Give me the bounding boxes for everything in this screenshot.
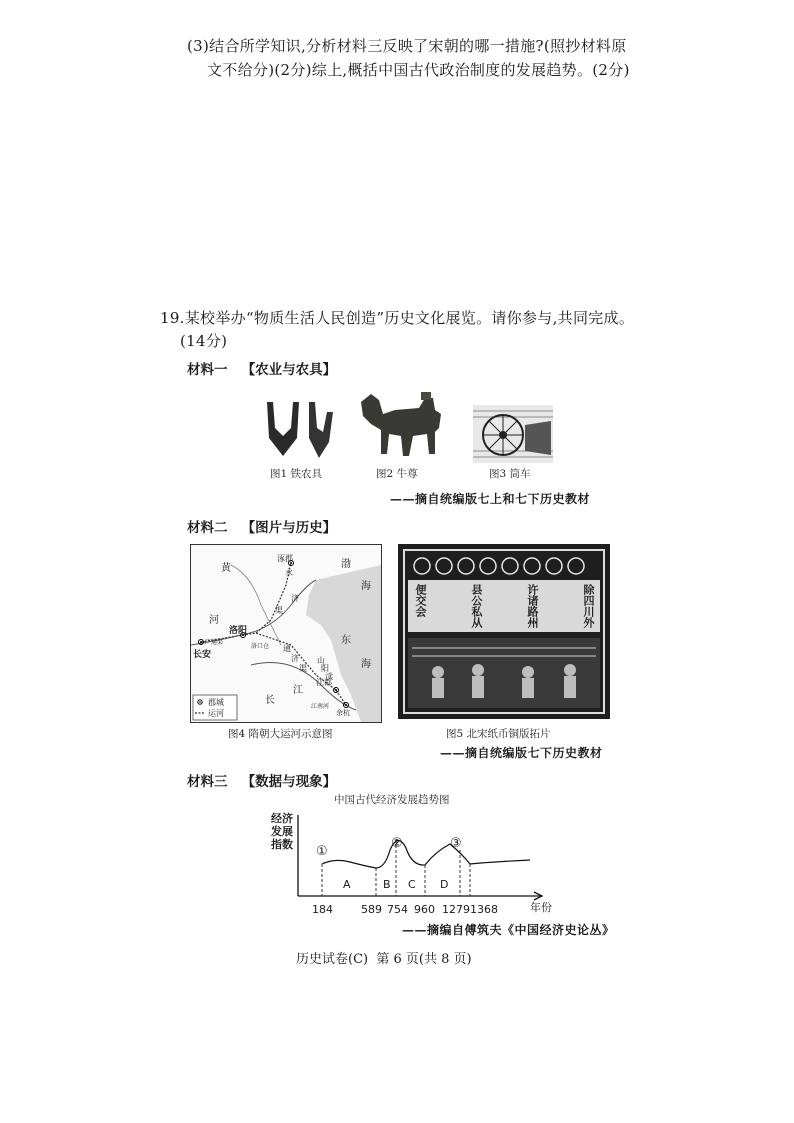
material3-label: 材料三 【数据与现象】 bbox=[187, 774, 337, 790]
caption-fig3: 图3 筒车 bbox=[489, 468, 531, 480]
economy-trend-chart bbox=[290, 810, 560, 915]
chart-xtick-184: 184 bbox=[312, 903, 333, 916]
map-label-jiang: 江 bbox=[293, 685, 303, 696]
q19-line2: (14分) bbox=[180, 332, 228, 350]
map-label-yang: 阳 bbox=[321, 664, 329, 673]
q18-3-line2: 文不给分)(2分)综上,概括中国古代政治制度的发展趋势。(2分) bbox=[207, 61, 630, 79]
map-label-huang: 黄 bbox=[221, 563, 231, 574]
caption-fig4: 图4 隋朝大运河示意图 bbox=[228, 728, 333, 740]
material2-label: 材料二 【图片与历史】 bbox=[187, 520, 337, 536]
q19-line1: 19.某校举办“物质生活人民创造”历史文化展览。请你参与,共同完成。 bbox=[160, 309, 635, 327]
material2-source: ——摘自统编版七下历史教材 bbox=[440, 746, 603, 760]
map-label-zhuojun: 涿郡 bbox=[277, 554, 293, 563]
caption-fig2: 图2 牛尊 bbox=[376, 468, 418, 480]
caption-fig5: 图5 北宋纸币铜版拓片 bbox=[446, 728, 551, 740]
chart-trend-line bbox=[322, 840, 530, 868]
map-label-changan: 长安 bbox=[193, 650, 212, 660]
chart-xlabel: 年份 bbox=[530, 901, 552, 914]
map-label-du: 渎 bbox=[325, 672, 333, 681]
map-label-yuhang: 余杭 bbox=[336, 709, 350, 717]
banknote-print bbox=[398, 544, 610, 719]
chart-period-b: B bbox=[383, 878, 391, 891]
chart-period-d: D bbox=[440, 878, 449, 891]
map-label-jiangdu: 江都 bbox=[316, 678, 332, 687]
q18-3-line1: (3)结合所学知识,分析材料三反映了宋朝的哪一措施?(照抄材料原 bbox=[187, 37, 627, 55]
map-legend-canal: 运河 bbox=[208, 709, 224, 718]
chart-ylabel: 经济发展指数 bbox=[271, 812, 293, 851]
map-label-he: 河 bbox=[209, 615, 219, 626]
banknote-drawing bbox=[398, 544, 610, 719]
map-label-shan: 山 bbox=[317, 656, 325, 665]
map-label-tong: 通 bbox=[283, 644, 291, 653]
ox-zun-image bbox=[355, 388, 450, 463]
water-wheel-image bbox=[473, 405, 553, 463]
map-label-hai1: 海 bbox=[361, 581, 371, 592]
banknote-text-col3: 县公私从 bbox=[470, 584, 483, 628]
chart-xtick-1279: 1279 bbox=[442, 903, 470, 916]
map-label-qu1: 渠 bbox=[275, 606, 283, 615]
chart-period-a: A bbox=[343, 878, 351, 891]
map-label-ji: 济 bbox=[291, 594, 299, 603]
banknote-text-col4: 便交会 bbox=[414, 584, 427, 617]
map-label-jiangnan: 江南河 bbox=[311, 703, 330, 710]
chart-xtick-589: 589 bbox=[361, 903, 382, 916]
banknote-text-col2: 许诸路州 bbox=[526, 584, 539, 628]
chart-xtick-1368: 1368 bbox=[470, 903, 498, 916]
map-label-chang: 长 bbox=[265, 695, 275, 706]
chart-peak-3: ③ bbox=[450, 836, 462, 851]
map-label-hai2: 海 bbox=[361, 659, 371, 670]
chart-title: 中国古代经济发展趋势图 bbox=[334, 794, 450, 806]
map-label-luokoucang: 洛口仓 bbox=[251, 643, 270, 650]
iron-tools-image bbox=[263, 398, 338, 460]
canal-map bbox=[190, 544, 382, 723]
map-label-bo: 渤 bbox=[341, 559, 351, 570]
chart-peak-1: ① bbox=[316, 844, 328, 859]
caption-fig1: 图1 铁农具 bbox=[270, 468, 323, 480]
material3-source: ——摘编自傅筑夫《中国经济史论丛》 bbox=[402, 923, 615, 937]
banknote-text-col1: 除四川外 bbox=[582, 584, 595, 628]
map-legend-city: 郡城 bbox=[208, 698, 224, 707]
map-label-guangtong: 广通渠 bbox=[205, 639, 224, 646]
chart-peak-2: ② bbox=[391, 836, 403, 851]
material1-source: ——摘自统编版七上和七下历史教材 bbox=[390, 492, 591, 506]
material1-label: 材料一 【农业与农具】 bbox=[187, 362, 337, 378]
banknote-text bbox=[412, 584, 596, 628]
map-label-yong: 永 bbox=[285, 568, 293, 577]
map-label-ji2: 济 bbox=[291, 654, 299, 663]
chart-period-c: C bbox=[408, 878, 416, 891]
page-footer: 历史试卷(C) 第 6 页(共 8 页) bbox=[296, 952, 472, 967]
map-label-luoyang: 洛阳 bbox=[229, 626, 248, 636]
map-label-qu2: 渠 bbox=[299, 664, 307, 673]
chart-xtick-960: 960 bbox=[414, 903, 435, 916]
map-label-dong: 东 bbox=[341, 635, 351, 646]
chart-xtick-754: 754 bbox=[387, 903, 408, 916]
